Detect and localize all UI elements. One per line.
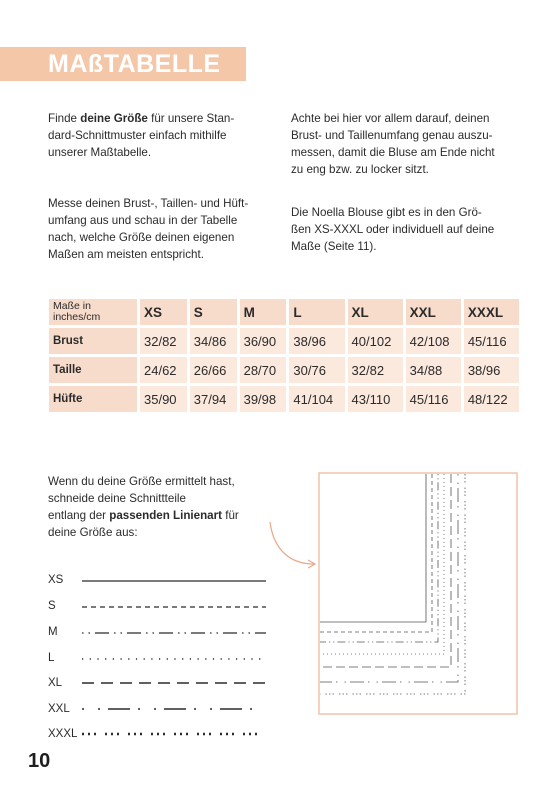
text-line: deine Größe aus: [48, 526, 138, 539]
size-header-xs: XS [140, 299, 187, 325]
text-line: schneide deine Schnittteile [48, 492, 186, 505]
table-cell: 48/122 [464, 386, 519, 412]
pattern-lines-illustration [318, 472, 520, 717]
bold-text: deine Größe [80, 112, 148, 125]
table-cell: 45/116 [406, 386, 461, 412]
text-line: ßen XS-XXXL oder individuell auf deine [291, 223, 495, 236]
table-cell: 43/110 [348, 386, 403, 412]
line-types-intro [48, 473, 278, 541]
intro-paragraph-4 [291, 204, 521, 255]
line-label-xs: XS [48, 574, 64, 586]
text-span: Finde [48, 112, 81, 125]
table-cell: 37/94 [190, 386, 237, 412]
table-cell: 35/90 [140, 386, 187, 412]
text-line: dard-Schnittmuster einfach mithilfe [48, 129, 227, 142]
text-span: entlang der [48, 509, 110, 522]
size-header-xxl: XXL [406, 299, 461, 325]
page-title: MAßTABELLE [48, 50, 221, 78]
size-header-s: S [190, 299, 237, 325]
text-line: zu eng bzw. zu locker sitzt. [291, 163, 429, 176]
text-line: messen, damit die Bluse am Ende nicht [291, 146, 495, 159]
text-line: Brust- und Taillenumfang genau auszu- [291, 129, 493, 142]
table-cell: 42/108 [406, 328, 461, 354]
table-cell: 36/90 [240, 328, 287, 354]
table-cell: 32/82 [348, 357, 403, 383]
row-label: Hüfte [49, 386, 137, 412]
text-line: nach, welche Größe deinen eigenen [48, 231, 235, 244]
table-cell: 38/96 [464, 357, 519, 383]
line-label-xl: XL [48, 677, 63, 689]
text-line: Maßen am meisten entspricht. [48, 248, 204, 261]
row-label: Taille [49, 357, 137, 383]
table-header-row [49, 299, 519, 325]
text-line: Achte bei hier vor allem darauf, deinen [291, 112, 490, 125]
size-header-m: M [240, 299, 287, 325]
text-line: Wenn du deine Größe ermittelt hast, [48, 475, 235, 488]
table-cell: 30/76 [289, 357, 344, 383]
table-cell: 38/96 [289, 328, 344, 354]
table-cell: 32/82 [140, 328, 187, 354]
table-cell: 39/98 [240, 386, 287, 412]
table-row-taille [49, 357, 519, 383]
table-cell: 34/88 [406, 357, 461, 383]
text-span: für [222, 509, 239, 522]
line-label-l: L [48, 652, 55, 664]
table-cell: 41/104 [289, 386, 344, 412]
text-line: umfang aus und schau in der Tabelle [48, 214, 238, 227]
intro-paragraph-1 [48, 110, 278, 161]
table-row-brust [49, 328, 519, 354]
table-header-label [49, 299, 137, 325]
header-label-line: Maße in [53, 300, 91, 312]
table-cell: 24/62 [140, 357, 187, 383]
header-label-line: inches/cm [53, 311, 101, 323]
text-line: Maße (Seite 11). [291, 240, 377, 253]
text-span: für unsere Stan- [147, 112, 235, 125]
table-cell: 45/116 [464, 328, 519, 354]
table-cell: 34/86 [190, 328, 237, 354]
arrow-icon [268, 520, 320, 570]
line-label-s: S [48, 600, 56, 612]
bold-text: passenden Linienart [109, 509, 222, 522]
row-label: Brust [49, 328, 137, 354]
size-header-l: L [289, 299, 344, 325]
table-cell: 26/66 [190, 357, 237, 383]
table-row-huefte [49, 386, 519, 412]
table-cell: 40/102 [348, 328, 403, 354]
illustration-frame [319, 473, 517, 714]
text-line: Die Noella Blouse gibt es in den Grö- [291, 206, 482, 219]
intro-paragraph-3 [291, 110, 521, 178]
page-number: 10 [28, 750, 51, 772]
line-label-m: M [48, 626, 58, 638]
size-header-xxxl: XXXL [464, 299, 519, 325]
line-type-samples [82, 570, 272, 745]
text-line: Messe deinen Brust-, Taillen- und Hüft- [48, 197, 249, 210]
size-header-xl: XL [348, 299, 403, 325]
intro-paragraph-2 [48, 195, 278, 263]
table-cell: 28/70 [240, 357, 287, 383]
line-label-xxxl: XXXL [48, 728, 78, 740]
text-line: unserer Maßtabelle. [48, 146, 152, 159]
line-label-xxl: XXL [48, 703, 70, 715]
size-table [46, 296, 522, 415]
